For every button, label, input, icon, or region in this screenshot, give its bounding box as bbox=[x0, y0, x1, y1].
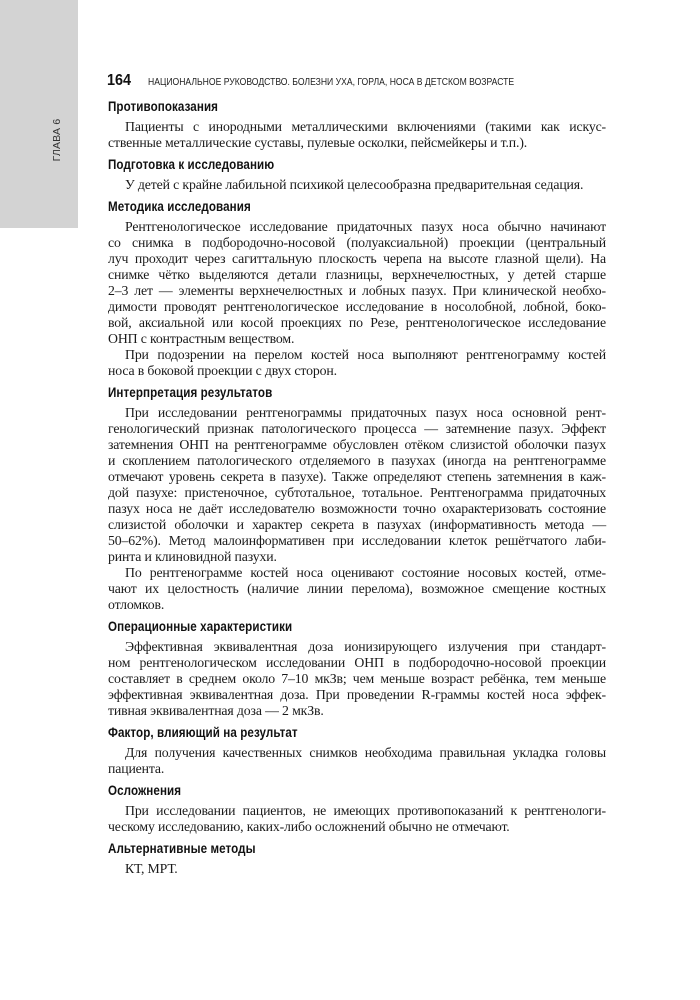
text-line: снимке чётко выделяются детали глазницы, верхнечелюстных, у детей старше bbox=[108, 267, 606, 282]
text-line: пазух носа не даёт исследователю возможности точно охарактеризовать состояние bbox=[108, 501, 606, 516]
page-body bbox=[108, 98, 606, 882]
paragraph bbox=[108, 119, 606, 151]
text-line: При исследовании рентгенограммы придаточных пазух носа основной рент- bbox=[125, 405, 606, 420]
page-number: 164 bbox=[107, 72, 132, 89]
paragraph bbox=[108, 803, 606, 835]
text-line: пациента. bbox=[108, 761, 165, 776]
section-heading: Альтернативные методы bbox=[108, 841, 256, 856]
section-alternative-methods bbox=[108, 840, 606, 877]
text-line: со снимка в подбородочно-носовой (полуаксиальной) проекции (центральный bbox=[108, 235, 606, 250]
paragraph bbox=[108, 347, 606, 379]
text-line: 50–62%). Метод малоинформативен при исследовании клеток решётчатого лаби- bbox=[108, 533, 606, 548]
section-methodology bbox=[108, 198, 606, 379]
text-line: При исследовании пациентов, не имеющих противопоказаний к рентгенологи- bbox=[125, 803, 606, 818]
text-line: Рентгенологическое исследование придаточных пазух носа обычно начинают bbox=[125, 219, 606, 234]
text-line: При подозрении на перелом костей носа выполняют рентгенограмму костей bbox=[125, 347, 606, 362]
text-line: тивная эквивалентная доза — 2 мкЗв. bbox=[108, 703, 324, 718]
section-influencing-factor bbox=[108, 724, 606, 777]
section-heading: Методика исследования bbox=[108, 199, 251, 214]
paragraph bbox=[108, 745, 606, 777]
text-line: дой пазухе: пристеночное, субтотальное, тотальное. Рентгенограмма придаточных bbox=[108, 485, 606, 500]
section-heading: Операционные характеристики bbox=[108, 619, 293, 634]
text-line: ном рентгенологическом исследовании ОНП в подбородочно-носовой проекции bbox=[108, 655, 606, 670]
text-line: и скоплением патологического отделяемого в пазухах (иногда на рентгенограмме bbox=[108, 453, 606, 468]
text-line: отмечают уровень секрета в пазухе). Также определяют степень затемнения в каж- bbox=[108, 469, 606, 484]
text-line: генологический признак патологического процесса — затемнение пазух. Эффект bbox=[108, 421, 606, 436]
text-line: По рентгенограмме костей носа оценивают состояние носовых костей, отме- bbox=[125, 565, 606, 580]
paragraph bbox=[108, 565, 606, 613]
text-line: слизистой оболочки и характер секрета в пазухах (информативность метода — bbox=[108, 517, 606, 532]
chapter-side-tab bbox=[0, 0, 78, 228]
paragraph bbox=[108, 405, 606, 565]
section-operational-characteristics bbox=[108, 618, 606, 719]
section-heading: Фактор, влияющий на результат bbox=[108, 725, 298, 740]
paragraph bbox=[108, 219, 606, 347]
text-line: луч проходит через сагиттальную плоскость черепа на высоте глазной щели). На bbox=[108, 251, 606, 266]
text-line: затемнения ОНП на рентгенограмме обусловлен отёком слизистой оболочки пазух bbox=[108, 437, 606, 452]
running-title: НАЦИОНАЛЬНОЕ РУКОВОДСТВО. БОЛЕЗНИ УХА, ГОРЛА, НОСА В ДЕТСКОМ ВОЗРАСТЕ bbox=[148, 76, 515, 88]
section-heading: Осложнения bbox=[108, 783, 182, 798]
paragraph bbox=[108, 639, 606, 719]
text-line: димости проводят рентгенологическое исследование в носолобной, лобной, боко- bbox=[108, 299, 606, 314]
text-line: составляет в среднем около 7–10 мкЗв; чем меньше возраст ребёнка, тем меньше bbox=[108, 671, 606, 686]
text-line: Для получения качественных снимков необходима правильная укладка головы bbox=[125, 745, 606, 760]
text-line: 2–3 лет — элементы верхнечелюстных и лобных пазух. При клинической необхо- bbox=[108, 283, 606, 298]
section-interpretation bbox=[108, 384, 606, 613]
text-line: чают их целостность (наличие линии перелома), возможное смещение костных bbox=[108, 581, 606, 596]
text-line: носа в боковой проекции с двух сторон. bbox=[108, 363, 337, 378]
section-contraindications bbox=[108, 98, 606, 151]
text-line: Пациенты с инородными металлическими включениями (такими как искус- bbox=[125, 119, 606, 134]
text-line: КТ, МРТ. bbox=[125, 861, 178, 876]
text-line: вой, аксиальной или косой проекциях по Резе, рентгенологическое исследование bbox=[108, 315, 606, 330]
text-line: ОНП с контрастным веществом. bbox=[108, 331, 295, 346]
paragraph bbox=[108, 861, 606, 877]
text-line: ческому исследованию, каких-либо осложнений обычно не отмечают. bbox=[108, 819, 510, 834]
text-line: Эффективная эквивалентная доза ионизирующего излучения при стандарт- bbox=[125, 639, 606, 654]
text-line: эффективная эквивалентная доза. При проведении R-граммы костей носа эффек- bbox=[108, 687, 606, 702]
section-preparation bbox=[108, 156, 606, 193]
text-line: ственные металлические суставы, пулевые осколки, пейсмейкеры и т.п.). bbox=[108, 135, 528, 150]
section-heading: Интерпретация результатов bbox=[108, 385, 273, 400]
text-line: У детей с крайне лабильной психикой целесообразна предварительная седация. bbox=[125, 177, 584, 192]
text-line: отломков. bbox=[108, 597, 165, 612]
section-heading: Противопоказания bbox=[108, 99, 219, 114]
text-line: ринта и клиновидной пазухи. bbox=[108, 549, 277, 564]
paragraph bbox=[108, 177, 606, 193]
chapter-label: ГЛАВА 6 bbox=[51, 118, 63, 162]
section-complications bbox=[108, 782, 606, 835]
section-heading: Подготовка к исследованию bbox=[108, 157, 275, 172]
